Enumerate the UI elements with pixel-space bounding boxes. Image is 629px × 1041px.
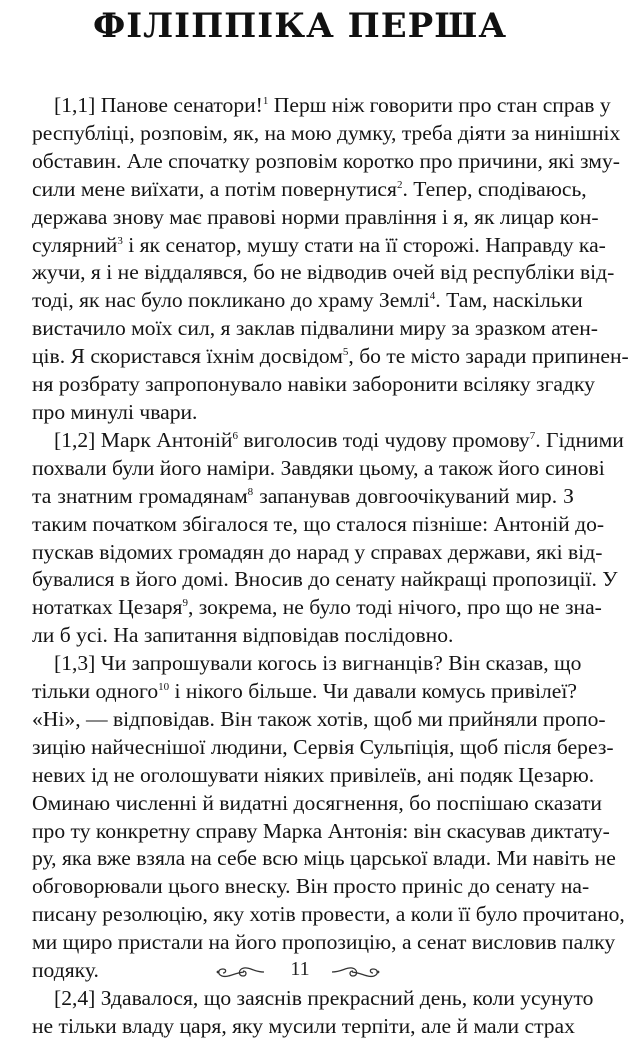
- text-run: тоді, як нас було покликано до храму Землі: [32, 288, 430, 313]
- paragraph: [32, 650, 625, 985]
- text-run: писану резолюцію, яку хотів провести, а коли її було прочитано,: [32, 902, 625, 927]
- text-run: не тільки владу царя, яку мусили терпіти, але й мали страх: [32, 1013, 575, 1038]
- text-line: [32, 762, 595, 790]
- footnote-marker: 4: [429, 290, 436, 303]
- text-run: подяку.: [32, 958, 99, 983]
- text-run: бувалися в його домі. Вносив до сенату найкращі пропозиції. У: [32, 567, 618, 592]
- text-run: держава знову має правові норми правління і я, як лицар кон-: [32, 204, 599, 229]
- text-line: [32, 929, 616, 957]
- text-run: [1,2] Марк Антоній: [54, 427, 233, 452]
- text-line: [32, 176, 587, 204]
- text-run: сили мене виїхати, а потім повернутися: [32, 176, 397, 201]
- text-line: [32, 790, 602, 818]
- text-line: [32, 204, 599, 232]
- text-run: ли б усі. На запитання відповідав послідовно.: [32, 623, 454, 648]
- footnote-marker: 3: [117, 234, 123, 247]
- text-line: [32, 511, 605, 539]
- footnote-marker: 7: [529, 429, 536, 442]
- text-run: республіці, розповім, як, на мою думку, треба діяти за нинішніх: [32, 120, 621, 145]
- text-run: ми щиро пристали на його пропозицію, а сенат висловив палку: [32, 930, 616, 955]
- text-run: зицію найчеснішої людини, Сервія Сульпіція, щоб після берез-: [32, 734, 614, 759]
- text-run: виголосив тоді чудову промову: [237, 427, 530, 452]
- text-run: невих ід не оголошувати ніяких привілеїв, ані подяк Цезарю.: [32, 762, 595, 787]
- text-run: . Тепер, сподіваюсь,: [402, 176, 587, 201]
- text-line: [32, 985, 594, 1013]
- text-run: [1,1] Панове сенатори!: [54, 93, 263, 117]
- text-line: [32, 315, 598, 343]
- text-run: нотатках Цезаря: [32, 595, 183, 620]
- text-line: [32, 566, 618, 594]
- paragraph: [32, 92, 629, 427]
- text-run: і як сенатор, мушу стати на її сторожі. Направду ка-: [122, 232, 606, 257]
- text-run: тільки одного: [32, 679, 159, 704]
- text-run: обставин. Але спочатку розповім коротко про причини, які зму-: [32, 148, 620, 173]
- text-line: [32, 818, 610, 846]
- text-run: , бо те місто заради припинен-: [348, 344, 629, 369]
- footnote-marker: 2: [396, 178, 403, 191]
- text-line: [32, 483, 574, 511]
- text-run: сулярний: [32, 232, 118, 257]
- footnote-marker: 8: [247, 485, 254, 498]
- text-run: і нікого більше. Чи давали комусь привілеї?: [169, 679, 577, 704]
- footnote-marker: 10: [158, 680, 170, 693]
- text-run: ня розбрату запропонувало навіки заборонити всіляку згадку: [32, 372, 595, 397]
- text-line: [32, 678, 577, 706]
- text-run: . Гідними: [535, 427, 624, 452]
- text-line: [32, 455, 605, 483]
- text-line: [32, 371, 595, 399]
- text-run: запанував довгоочікуваний мир. З: [253, 483, 574, 508]
- text-line: [32, 287, 583, 315]
- text-run: вистачило моїх сил, я заклав підвалини миру за зразком атен-: [32, 316, 598, 341]
- text-line: [32, 594, 602, 622]
- text-line: [32, 232, 606, 260]
- footnote-marker: 6: [232, 429, 238, 442]
- text-run: похвали були його наміри. Завдяки цьому, а також його синові: [32, 455, 605, 480]
- text-run: [1,3] Чи запрошували когось із вигнанців? Він сказав, що: [54, 651, 582, 676]
- footnote-marker: 5: [342, 345, 349, 358]
- text-line: [32, 845, 616, 873]
- text-line: [32, 706, 606, 734]
- text-run: пускав відомих громадян до нарад у справах держави, які від-: [32, 539, 603, 564]
- text-run: Оминаю численні й видатні досягнення, бо поспішаю сказати: [32, 790, 602, 815]
- text-line: [32, 873, 590, 901]
- text-run: обговорювали цього внеску. Він просто приніс до сенату на-: [32, 874, 590, 899]
- text-run: та знатним громадянам: [32, 483, 248, 508]
- text-line: [32, 120, 621, 148]
- footnote-marker: 1: [262, 94, 269, 107]
- page-footer: [0, 956, 600, 986]
- paragraph: [32, 427, 624, 650]
- scroll-flourish-icon: [330, 964, 382, 980]
- text-run: ру, яка вже взяла на себе всю міць царської влади. Ми навіть не: [32, 846, 616, 871]
- text-run: жучи, я і не віддалявся, бо не відводив очей від республіки від-: [32, 260, 615, 285]
- text-run: таким початком збігалося те, що сталося пізніше: Антоній до-: [32, 511, 605, 536]
- text-line: [32, 343, 629, 371]
- text-run: , зокрема, не було тоді нічого, про що не зна-: [187, 595, 602, 620]
- text-line: [32, 399, 574, 427]
- text-line: [32, 734, 614, 762]
- page-number: 11: [290, 958, 310, 980]
- text-line: [32, 901, 625, 929]
- paragraph: [32, 985, 594, 1041]
- text-run: [2,4] Здавалося, що заяснів прекрасний день, коли усунуто: [54, 986, 594, 1010]
- text-line: [32, 148, 620, 176]
- text-line: [32, 622, 574, 650]
- text-run: про ту конкретну справу Марка Антонія: він скасував диктату-: [32, 818, 610, 843]
- text-run: «Ні», — відповідав. Він також хотів, щоб ми прийняли пропо-: [32, 706, 606, 731]
- text-line: [32, 1013, 574, 1041]
- text-line: [32, 539, 603, 567]
- text-line: [32, 650, 582, 678]
- text-line: [32, 259, 615, 287]
- text-run: Перш ніж говорити про стан справ у: [268, 93, 611, 117]
- body-text: [32, 92, 629, 1041]
- text-run: про минулі чвари.: [32, 399, 198, 424]
- text-line: [32, 427, 624, 455]
- text-run: . Там, наскільки: [435, 288, 583, 313]
- footnote-marker: 9: [182, 597, 188, 610]
- chapter-title: ФІЛІППІКА ПЕРША: [92, 6, 508, 46]
- text-run: ців. Я скористався їхнім досвідом: [32, 344, 343, 369]
- text-line: [32, 92, 611, 120]
